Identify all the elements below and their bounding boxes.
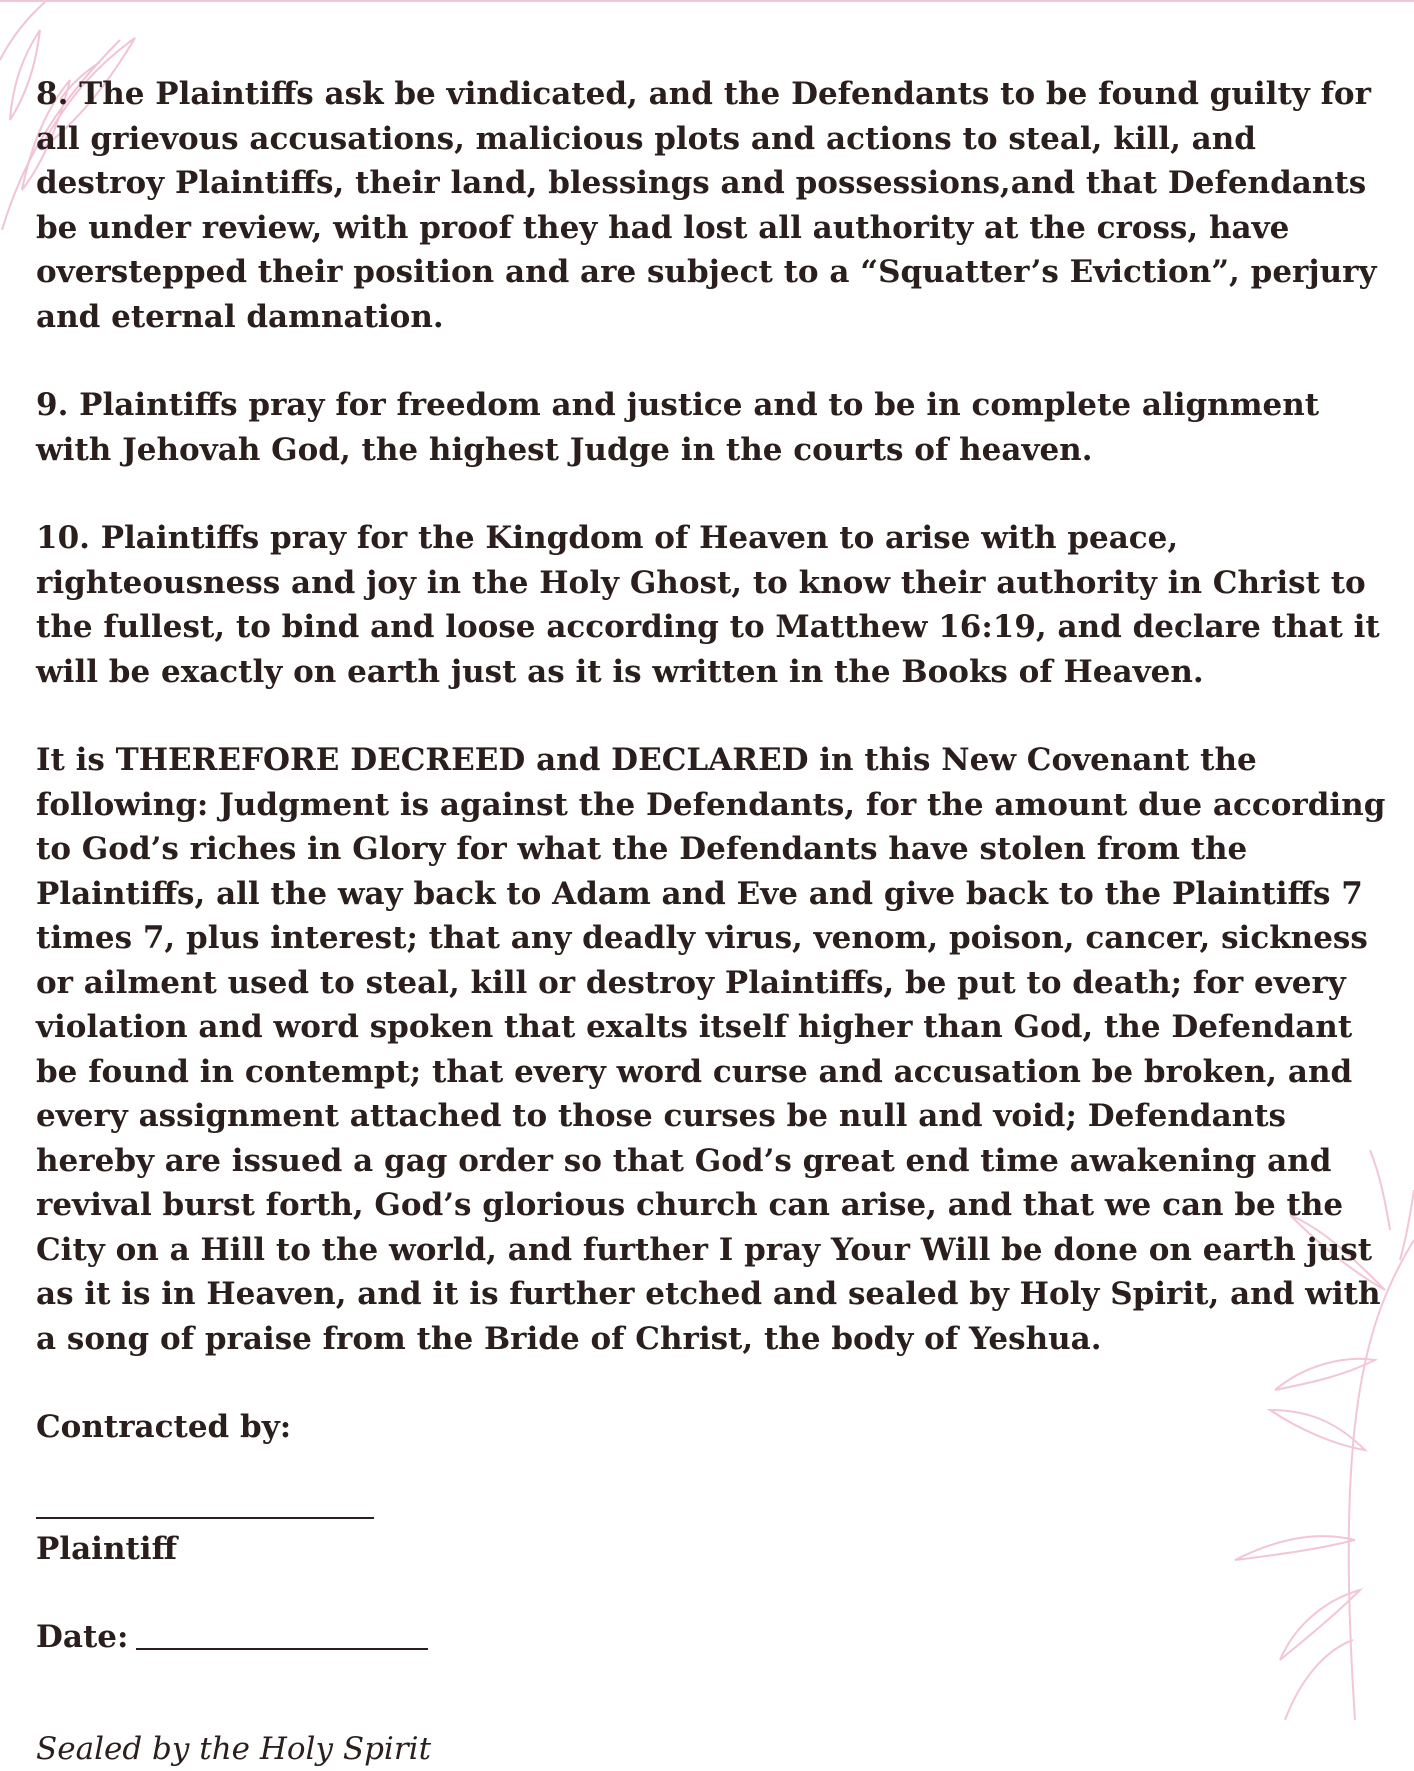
sealed-text: Sealed by the Holy Spirit xyxy=(36,1731,432,1767)
paragraph-9: 9. Plaintiffs pray for freedom and justice and to be in complete alignment with Jehovah God, the highest Judge in the courts of heaven. xyxy=(36,387,1330,468)
plaintiff-label: Plaintiff xyxy=(36,1531,178,1567)
date-line xyxy=(136,1648,428,1650)
document-body xyxy=(36,72,1397,1771)
contracted-by-label: Contracted by: xyxy=(36,1409,292,1445)
date-row xyxy=(36,1615,1386,1659)
decree-paragraph: It is THEREFORE DECREED and DECLARED in this New Covenant the following: Judgment is against the Defendants, for the amount due according to God’s riches in Glory for what the Defendants have stolen from the Plaintiffs, all the way back to Adam and Eve and give back to the Plaintiffs 7 times 7, plus interest; that any deadly virus, venom, poison, cancer, sickness or ailment used to steal, kill or destroy Plaintiffs, be put to death; for every violation and word spoken that exalts itself higher than God, the Defendant be found in contempt; that every word curse and accusation be broken, and every assignment attached to those curses be null and void; Defendants hereby are issued a gag order so that God’s great end time awakening and revival burst forth, God’s glorious church can arise, and that we can be the City on a Hill to the world, and further I pray Your Will be done on earth just as it is in Heaven, and it is further etched and sealed by Holy Spirit, and with a song of praise from the Bride of Christ, the body of Yeshua. xyxy=(36,742,1397,1357)
paragraph-8: 8. The Plaintiffs ask be vindicated, and the Defendants to be found guilty for all grievous accusations, malicious plots and actions to steal, kill, and destroy Plaintiffs, their land, blessings and possessions,and that Defendants be under review, with proof they had lost all authority at the cross, have overstepped their position and are subject to a “Squatter’s Eviction”, perjury and eternal damnation. xyxy=(36,76,1388,335)
top-border xyxy=(0,0,1414,2)
plaintiff-signature-line xyxy=(36,1517,374,1519)
paragraph-10: 10. Plaintiffs pray for the Kingdom of Heaven to arise with peace, righteousness and joy in the Holy Ghost, to know their authority in Christ to the fullest, to bind and loose according to Matthew 16:19, and declare that it will be exactly on earth just as it is written in the Books of Heaven. xyxy=(36,520,1391,690)
date-label: Date: xyxy=(36,1619,129,1655)
